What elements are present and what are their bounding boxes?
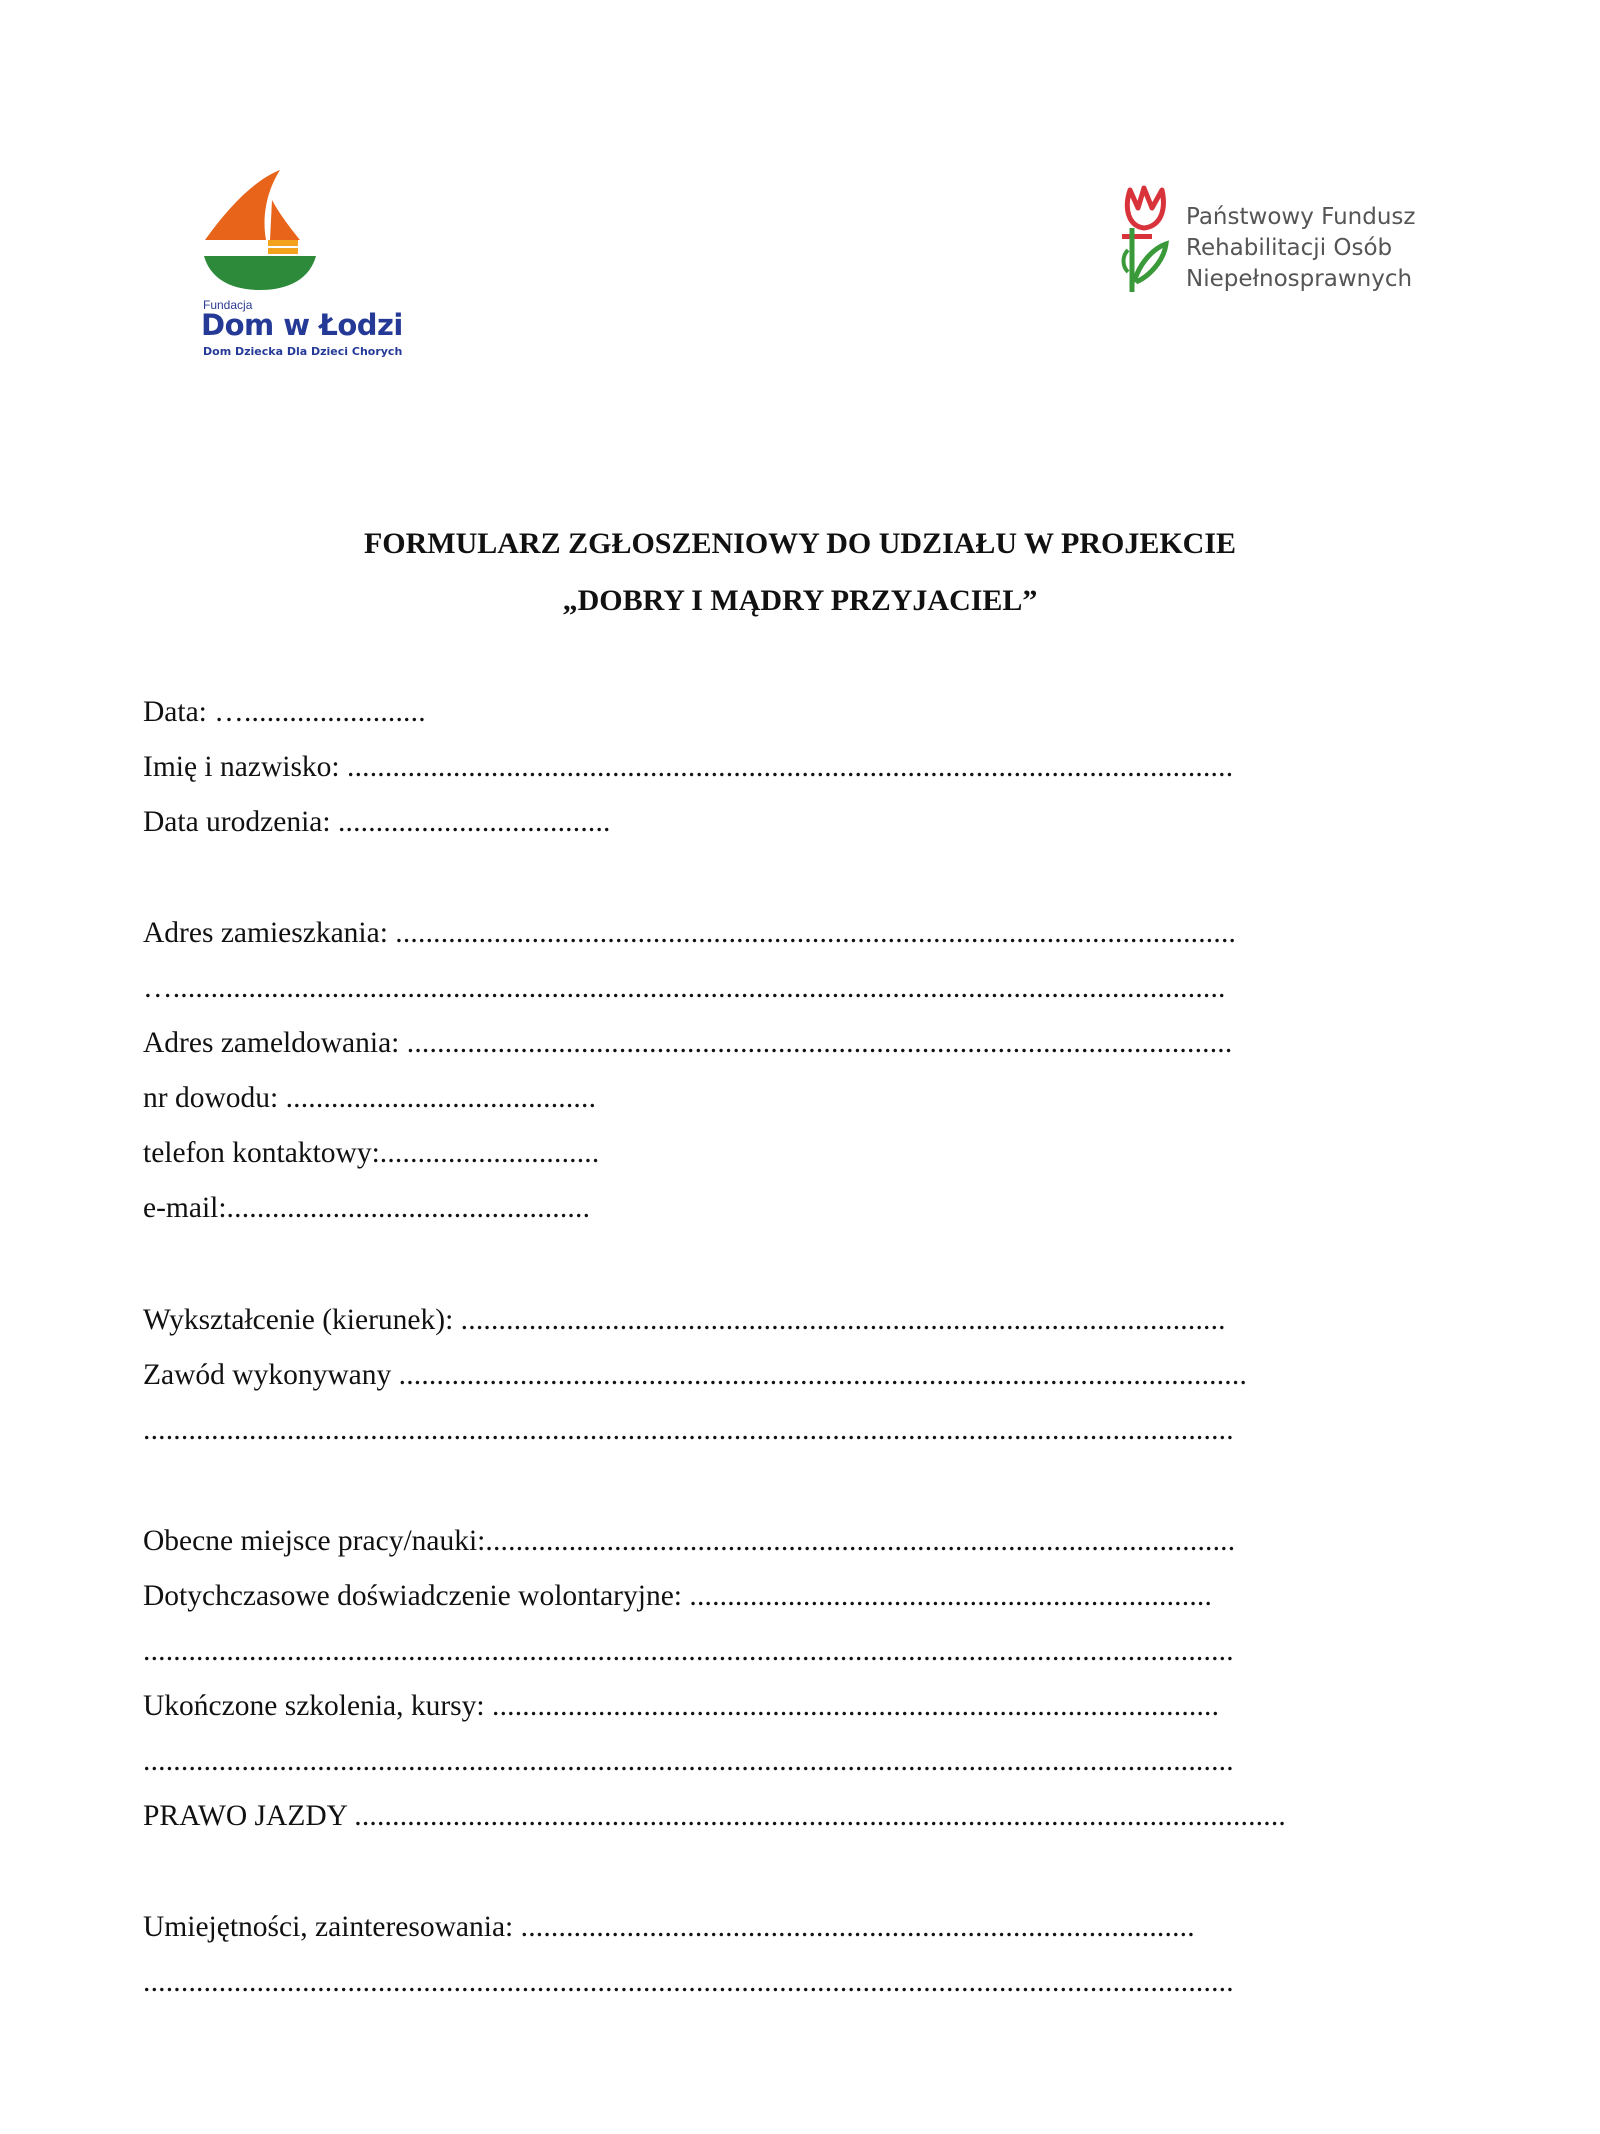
field-blank[interactable]: ................................................................................................................................................ xyxy=(143,1966,1234,1998)
field-label: PRAWO JAZDY xyxy=(143,1800,355,1832)
field-blank[interactable]: ................................................................................................................................................ xyxy=(143,1745,1234,1777)
field-skills[interactable] xyxy=(143,1909,1195,1945)
field-residence-address[interactable] xyxy=(143,915,1236,951)
field-blank[interactable]: …........................ xyxy=(214,696,426,728)
field-trainings[interactable] xyxy=(143,1688,1219,1724)
field-label: Imię i nazwisko: xyxy=(143,751,347,783)
field-residence-address-cont[interactable] xyxy=(143,970,1226,1006)
field-blank[interactable]: ......................................... xyxy=(285,1082,597,1114)
field-profession[interactable] xyxy=(143,1357,1247,1393)
field-workplace[interactable] xyxy=(143,1523,1235,1559)
logo-left-subtitle: Dom Dziecka Dla Dzieci Chorych xyxy=(203,345,403,358)
sailboat-logo-icon xyxy=(200,170,320,295)
field-blank[interactable]: ................................................................................................ xyxy=(492,1690,1220,1722)
field-driving-license[interactable] xyxy=(143,1798,1286,1834)
field-trainings-cont[interactable] xyxy=(143,1743,1234,1779)
field-label: Ukończone szkolenia, kursy: xyxy=(143,1690,492,1722)
field-label: Wykształcenie (kierunek): xyxy=(143,1304,461,1336)
field-label: e-mail: xyxy=(143,1192,227,1224)
field-blank[interactable]: ............................. xyxy=(379,1137,600,1169)
logo-pfron xyxy=(1118,182,1418,302)
logo-right-line1: Państwowy Fundusz xyxy=(1186,204,1416,230)
field-label: Obecne miejsce pracy/nauki: xyxy=(143,1525,486,1557)
field-full-name[interactable] xyxy=(143,749,1233,785)
field-blank[interactable]: ................................................................................................... xyxy=(485,1525,1236,1557)
field-email[interactable] xyxy=(143,1190,590,1226)
project-name: „DOBRY I MĄDRY PRZYJACIEL” xyxy=(562,584,1038,617)
logo-right-line2: Rehabilitacji Osób xyxy=(1186,235,1393,261)
field-blank[interactable]: ..................................................................................................... xyxy=(460,1304,1226,1336)
field-id-number[interactable] xyxy=(143,1080,596,1116)
field-volunteer-experience-cont[interactable] xyxy=(143,1633,1234,1669)
logo-right-line3: Niepełnosprawnych xyxy=(1186,266,1413,292)
field-label: Dotychczasowe doświadczenie wolontaryjne: xyxy=(143,1580,690,1612)
field-date[interactable] xyxy=(143,694,426,730)
field-label: Umiejętności, zainteresowania: xyxy=(143,1911,521,1943)
field-phone[interactable] xyxy=(143,1135,599,1171)
logo-right-text xyxy=(1186,202,1415,295)
field-label: Data: xyxy=(143,696,215,728)
field-volunteer-experience[interactable] xyxy=(143,1578,1212,1614)
field-blank[interactable]: ......................................................................................... xyxy=(520,1911,1195,1943)
field-label: Adres zameldowania: xyxy=(143,1027,407,1059)
field-label: Zawód wykonywany xyxy=(143,1359,399,1391)
field-birth-date[interactable] xyxy=(143,804,611,840)
form-title: FORMULARZ ZGŁOSZENIOWY DO UDZIAŁU W PROJEKCIE xyxy=(363,527,1237,560)
field-skills-cont[interactable] xyxy=(143,1964,1234,2000)
field-blank[interactable]: ................................................ xyxy=(226,1192,591,1224)
field-blank[interactable]: ................................................................................................................................................ xyxy=(143,1414,1234,1446)
field-blank[interactable]: …........................................................................................................................................... xyxy=(143,972,1226,1004)
field-blank[interactable]: ........................................................................................................................... xyxy=(354,1800,1286,1832)
field-blank[interactable]: ............................................................................................................... xyxy=(395,917,1237,949)
field-registered-address[interactable] xyxy=(143,1025,1232,1061)
field-label: telefon kontaktowy: xyxy=(143,1137,380,1169)
logo-left-name: Dom w Łodzi xyxy=(201,308,403,342)
field-blank[interactable]: ............................................................................................................. xyxy=(406,1027,1233,1059)
logo-left-small-text: Fundacja xyxy=(203,298,253,312)
field-blank[interactable]: ..................................................................... xyxy=(689,1580,1213,1612)
field-blank[interactable]: ................................................................................................................................................ xyxy=(143,1635,1234,1667)
field-education[interactable] xyxy=(143,1302,1226,1338)
field-profession-cont[interactable] xyxy=(143,1412,1234,1448)
field-label: nr dowodu: xyxy=(143,1082,286,1114)
field-label: Adres zamieszkania: xyxy=(143,917,396,949)
field-blank[interactable]: ..................................................................................................................... xyxy=(347,751,1234,783)
field-blank[interactable]: ................................................................................................................ xyxy=(398,1359,1248,1391)
logo-dom-w-lodzi xyxy=(195,170,425,370)
field-blank[interactable]: .................................... xyxy=(337,806,611,838)
field-label: Data urodzenia: xyxy=(143,806,338,838)
tulip-logo-icon xyxy=(1118,182,1178,292)
